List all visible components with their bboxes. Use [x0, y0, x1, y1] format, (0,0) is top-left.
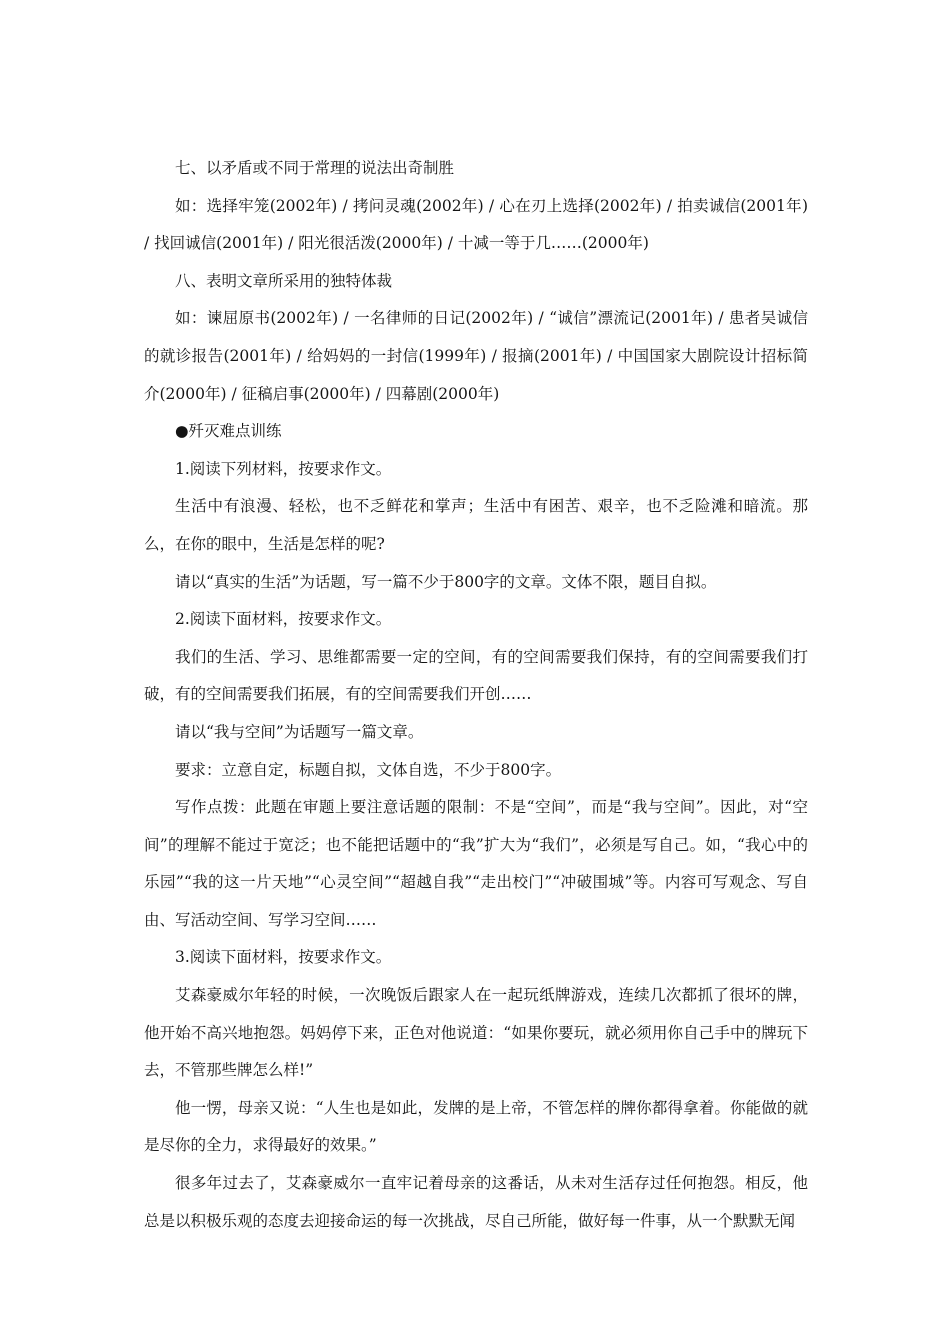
training-heading: ●歼灭难点训练 [175, 422, 282, 441]
exercise-1-material: 生活中有浪漫、轻松，也不乏鲜花和掌声；生活中有困苦、艰辛，也不乏险滩和暗流。那么，在你的眼中，生活是怎样的呢? [144, 497, 808, 553]
exercise-3-material-part-2: 他一愣，母亲又说：“人生也是如此，发牌的是上帝，不管怎样的牌你都得拿着。你能做的就是尽你的全力，求得最好的效果。” [144, 1098, 808, 1155]
exercise-3-material-part-3: 很多年过去了，艾森豪威尔一直牢记着母亲的这番话，从未对生活存过任何抱怨。相反，他总是以积极乐观的态度去迎接命运的每一次挑战，尽自己所能，做好每一件事，从一个默默无闻 [144, 1174, 808, 1230]
document-body [144, 150, 808, 1240]
exercise-1-prompt: 1.阅读下列材料，按要求作文。 [175, 459, 392, 478]
examples-paragraph-7: 如：选择牢笼(2002年) / 拷问灵魂(2002年) / 心在刃上选择(2002年) / 拍卖诚信(2001年) / 找回诚信(2001年) / 阳光很活泼(2000年) / 十减一等于几……(2000年) [144, 196, 808, 253]
section-heading-8: 八、表明文章所采用的独特体裁 [175, 271, 393, 290]
exercise-2-requirement: 要求：立意自定，标题自拟，文体自选，不少于800字。 [175, 760, 562, 779]
section-heading-7: 七、以矛盾或不同于常理的说法出奇制胜 [175, 159, 455, 177]
examples-paragraph-8: 如：谏屈原书(2002年) / 一名律师的日记(2002年) / “诚信”漂流记(2001年) / 患者吴诚信的就诊报告(2001年) / 给妈妈的一封信(1999年) / 报摘(2001年) / 中国国家大剧院设计招标简介(2000年) / 征稿启事(2000年) / 四幕剧(2000年) [144, 309, 808, 403]
exercise-2-topic: 请以“我与空间”为话题写一篇文章。 [175, 722, 424, 741]
exercise-3-material-part-1: 艾森豪威尔年轻的时候，一次晚饭后跟家人在一起玩纸牌游戏，连续几次都抓了很坏的牌，他开始不高兴地抱怨。妈妈停下来，正色对他说道：“如果你要玩，就必须用你自己手中的牌玩下去，不管那些牌怎么样!” [144, 986, 808, 1080]
exercise-2-writing-tips: 写作点拨：此题在审题上要注意话题的限制：不是“空间”，而是“我与空间”。因此，对“空间”的理解不能过于宽泛；也不能把话题中的“我”扩大为“我们”，必须是写自己。如，“我心中的乐园”“我的这一片天地”“心灵空间”“超越自我”“走出校门”“冲破围城”等。内容可写观念、写自由、写活动空间、写学习空间…… [144, 798, 808, 929]
exercise-3-prompt: 3.阅读下面材料，按要求作文。 [175, 948, 392, 967]
exercise-2-material: 我们的生活、学习、思维都需要一定的空间，有的空间需要我们保持，有的空间需要我们打破，有的空间需要我们拓展，有的空间需要我们开创…… [144, 647, 808, 704]
exercise-2-prompt: 2.阅读下面材料，按要求作文。 [175, 610, 392, 629]
exercise-1-requirement: 请以“真实的生活”为话题，写一篇不少于800字的文章。文体不限，题目自拟。 [175, 572, 717, 591]
